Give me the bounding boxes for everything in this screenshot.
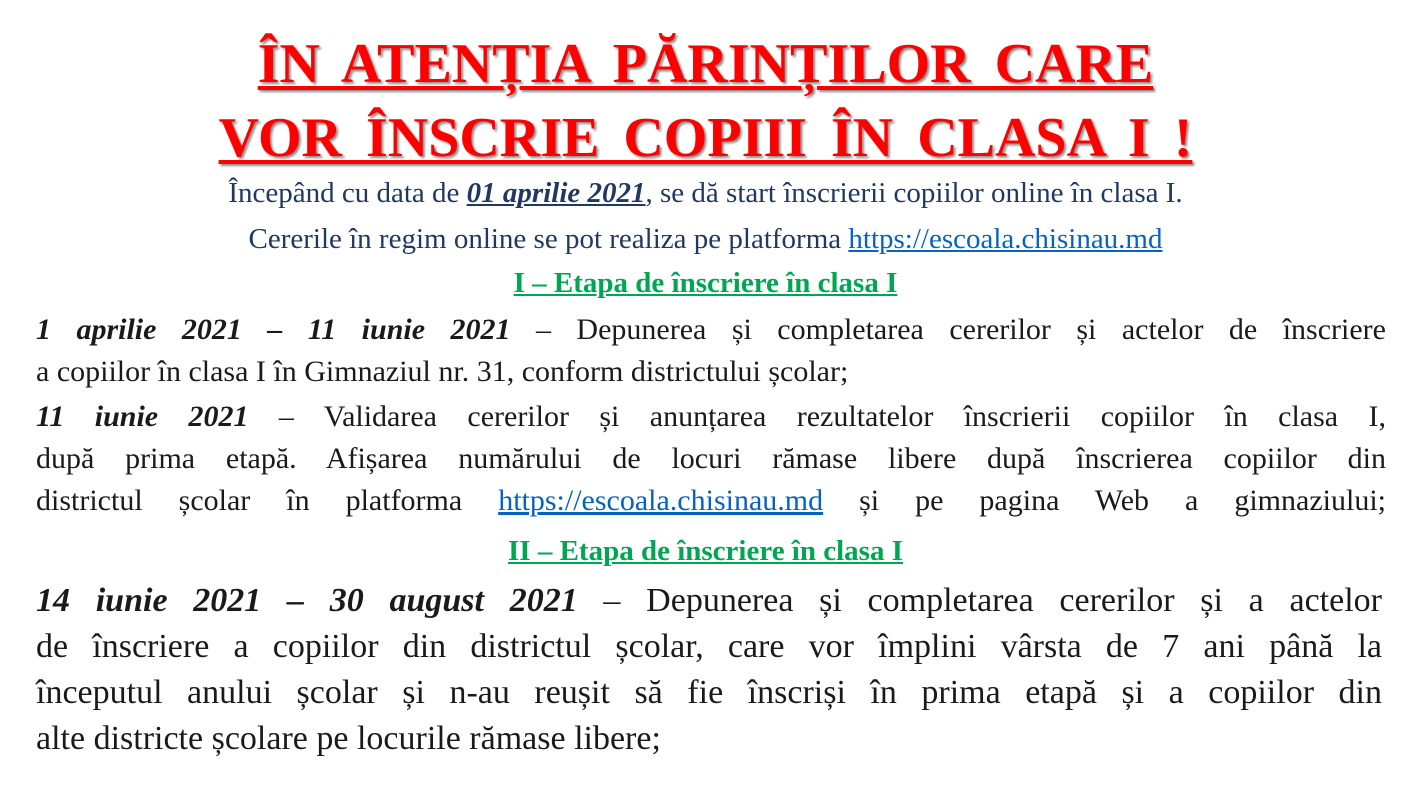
stage-2-item-1-line-3: începutul anului școlar și n-au reușit să fie înscriși în prima etapă și a copiilor din [36, 674, 1382, 711]
intro-text-before-date: Începând cu data de [228, 177, 467, 209]
title-line-1: ÎN ATENȚIA PĂRINȚILOR CARE [257, 33, 1154, 95]
stage-2-item-1-line-1 [36, 578, 1382, 624]
intro-line-1 [0, 173, 1411, 213]
stage-1-item-2-text-3b: și pe pagina Web a gimnaziului; [823, 484, 1386, 517]
stage-1-item-2-line-2: după prima etapă. Afișarea numărului de locuri rămase libere după înscrierea copiilor din [36, 442, 1386, 475]
intro-line-2 [0, 219, 1411, 259]
stage-2-heading: II – Etapa de înscriere în clasa I [508, 535, 903, 567]
stage-1-item-1-date: 1 aprilie 2021 – 11 iunie 2021 [36, 313, 511, 346]
stage-1-item-2-text-3a: districtul școlar în platforma [36, 484, 499, 517]
stage-1-item-2-line-3 [36, 480, 1386, 522]
stage-2-item-1-line-4: alte districte școlare pe locurile rămase libere; [36, 720, 661, 757]
stage-1-item-2-text-1: – Validarea cererilor și anunțarea rezultatelor înscrierii copiilor în clasa I, [248, 400, 1386, 433]
stage-2-item-1 [36, 578, 1382, 762]
intro-platform-text: Cererile în regim online se pot realiza pe platforma [248, 223, 849, 255]
stage-1-heading: I – Etapa de înscriere în clasa I [513, 267, 898, 299]
stage-1-item-1-line-2: a copiilor în clasa I în Gimnaziul nr. 31, conform districtului școlar; [36, 355, 849, 388]
intro-text-after-date: , se dă start înscrierii copiilor online în clasa I. [645, 177, 1183, 209]
stage-2-item-1-line-2: de înscriere a copiilor din districtul școlar, care vor împlini vârsta de 7 ani până la [36, 628, 1382, 665]
stage-1-item-1-line-1 [36, 309, 1386, 351]
stage-2-item-1-text-1: – Depunerea și completarea cererilor și a actelor [577, 582, 1382, 619]
stage-1-item-1 [36, 309, 1386, 393]
stage-2-item-1-date: 14 iunie 2021 – 30 august 2021 [36, 582, 578, 619]
stage-1-item-1-text-1: – Depunerea și completarea cererilor și actelor de înscriere [510, 313, 1386, 346]
platform-link[interactable]: https://escoala.chisinau.md [848, 223, 1163, 255]
stage-1-item-2 [36, 396, 1386, 522]
stage-1-item-2-date: 11 iunie 2021 [36, 400, 249, 433]
start-date: 01 aprilie 2021 [466, 177, 646, 209]
title-line-2: VOR ÎNSCRIE COPIII ÎN CLASA I ! [218, 107, 1193, 169]
platform-link-2[interactable]: https://escoala.chisinau.md [498, 484, 824, 517]
stage-1-item-2-line-1 [36, 396, 1386, 438]
